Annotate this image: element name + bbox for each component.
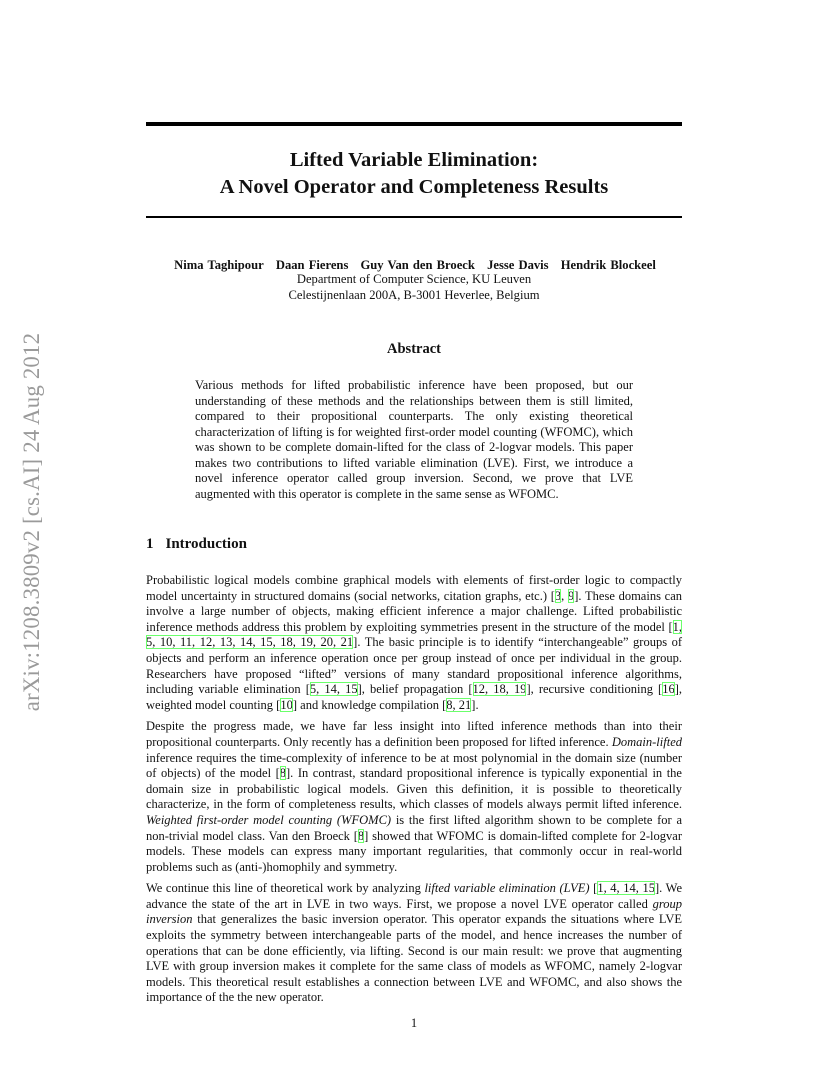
citation-link[interactable]: 1, 4, 14, 15: [597, 881, 655, 896]
author: Nima Taghipour: [174, 258, 264, 272]
text-run: [: [589, 881, 598, 896]
affiliation: [146, 272, 682, 303]
section-title: Introduction: [165, 536, 247, 552]
text-run: ], recursive conditioning [: [526, 682, 663, 697]
citation-link[interactable]: 9: [568, 588, 575, 603]
emphasis: lifted variable elimination (LVE): [424, 881, 590, 896]
paragraph: [146, 881, 682, 1006]
affiliation-line-2: Celestijnenlaan 200A, B-3001 Heverlee, Belgium: [288, 287, 540, 302]
text-run: Despite the progress made, we have far less insight into lifted inference methods than into their propositional counterparts. Only recently has a definition been proposed for lifted inference.: [146, 719, 682, 749]
citation-link[interactable]: 16: [662, 682, 675, 697]
abstract-heading: Abstract: [387, 341, 441, 357]
emphasis: group inversion: [146, 896, 682, 927]
text-run: ]. These domains can involve a large number of objects, making efficient inference a major challenge. Lifted probabilistic inference methods address this problem by exploiting symmetries present in the structure of the model [: [146, 588, 683, 634]
author: Guy Van den Broeck: [360, 258, 475, 272]
title-line-2: A Novel Operator and Completeness Results: [219, 176, 609, 198]
author: Daan Fierens: [275, 258, 349, 272]
text-run: that generalizes the basic inversion operator. This operator expands the situations where LVE exploits the symmetry between interchangeable parts of the model, and hence increases the number of operations that can be done efficiently, via lifting. Second is our main result: we prove that augmenting LVE with group inversion makes it complete for the same class of models as WFOMC, namely 2-logvar models. This theoretical result establishes a connection between LVE and WFOMC, and also shows the importance of the the new operator.: [146, 912, 682, 1005]
section-heading: [146, 536, 247, 553]
text-run: ], belief propagation [: [357, 682, 473, 697]
section-number: 1: [146, 536, 154, 552]
title-line-1: Lifted Variable Elimination:: [289, 149, 539, 171]
citation-link[interactable]: 1, 5, 10, 11, 12, 13, 14, 15, 18, 19, 20, 21: [146, 619, 682, 650]
affiliation-line-1: Department of Computer Science, KU Leuven: [296, 272, 532, 286]
text-run: ]. In contrast, standard propositional inference is typically exponential in the domain size in probabilistic logical models. Given this definition, it is possible to theoretically characterize, in the form of completeness results, which classes of models always permit lifted inference.: [146, 766, 682, 812]
text-run: ] showed that WFOMC is domain-lifted complete for 2-logvar models. These models can express many important regularities, that commonly occur in real-world problems such as (anti-)homophily and symmetry.: [146, 828, 682, 874]
arxiv-stamp-text: arXiv:1208.3809v2 [cs.AI] 24 Aug 2012: [19, 332, 45, 712]
section-body: [146, 573, 682, 1012]
paper-title: [146, 147, 682, 201]
citation-link[interactable]: 3: [554, 588, 562, 603]
title-rule-top: [146, 122, 682, 126]
citation-link[interactable]: 8, 21: [446, 697, 472, 712]
abstract-text: Various methods for lifted probabilistic inference have been proposed, but our understanding of these methods and the relationships between them is still limited, compared to their propositional counterparts. The only existing theoretical characterization of lifting is for weighted first-order model counting (WFOMC), which was shown to be complete domain-lifted for the class of 2-logvar models. This paper makes two contributions to lifted variable elimination (LVE). First, we introduce a novel inference operator called group inversion. Second, we prove that LVE augmented with this operator is complete in the same sense as WFOMC.: [195, 378, 633, 501]
text-run: ].: [471, 697, 479, 712]
paragraph: [146, 573, 682, 713]
citation-link[interactable]: 8: [279, 766, 287, 781]
title-rule-bottom: [146, 216, 682, 218]
text-run: ]. The basic principle is to identify “interchangeable” groups of objects and perform an inference operation once per group instead of once per individual in the group. Researchers have proposed “lifted” versions of many standard propositional inference algorithms, including variable elimination [: [146, 635, 682, 697]
text-run: ], weighted model counting [: [146, 682, 682, 712]
author: Jesse Davis: [487, 258, 549, 272]
text-run: ] and knowledge compilation [: [292, 697, 447, 712]
author-list: [150, 258, 680, 273]
arxiv-stamp: [12, 292, 52, 752]
citation-link[interactable]: 10: [280, 697, 293, 712]
page-number: 1: [410, 1016, 418, 1030]
text-run: is the first lifted algorithm shown to be complete for a non-trivial model class. Van den Broeck [: [146, 812, 683, 843]
text-run: Probabilistic logical models combine graphical models with elements of first-order logic to compactly model uncertainty in structured domains (social networks, citation graphs, etc.) [: [146, 573, 682, 603]
text-run: We continue this line of theoretical work by analyzing: [146, 881, 425, 896]
citation-link[interactable]: 12, 18, 19: [472, 682, 527, 697]
citation-link[interactable]: 8: [357, 828, 365, 843]
citation-link[interactable]: 5, 14, 15: [309, 682, 358, 697]
text-run: ,: [561, 588, 568, 603]
emphasis: Weighted first-order model counting (WFOMC): [146, 812, 392, 827]
text-run: inference requires the time-complexity of inference to be at most polynomial in the domain size (number of objects) of the model [: [146, 750, 682, 781]
paragraph: [146, 719, 682, 875]
text-run: ]. We advance the state of the art in LVE in two ways. First, we propose a novel LVE operator called: [146, 881, 682, 911]
author: Hendrik Blockeel: [560, 258, 656, 272]
emphasis: Domain-lifted: [611, 734, 682, 749]
